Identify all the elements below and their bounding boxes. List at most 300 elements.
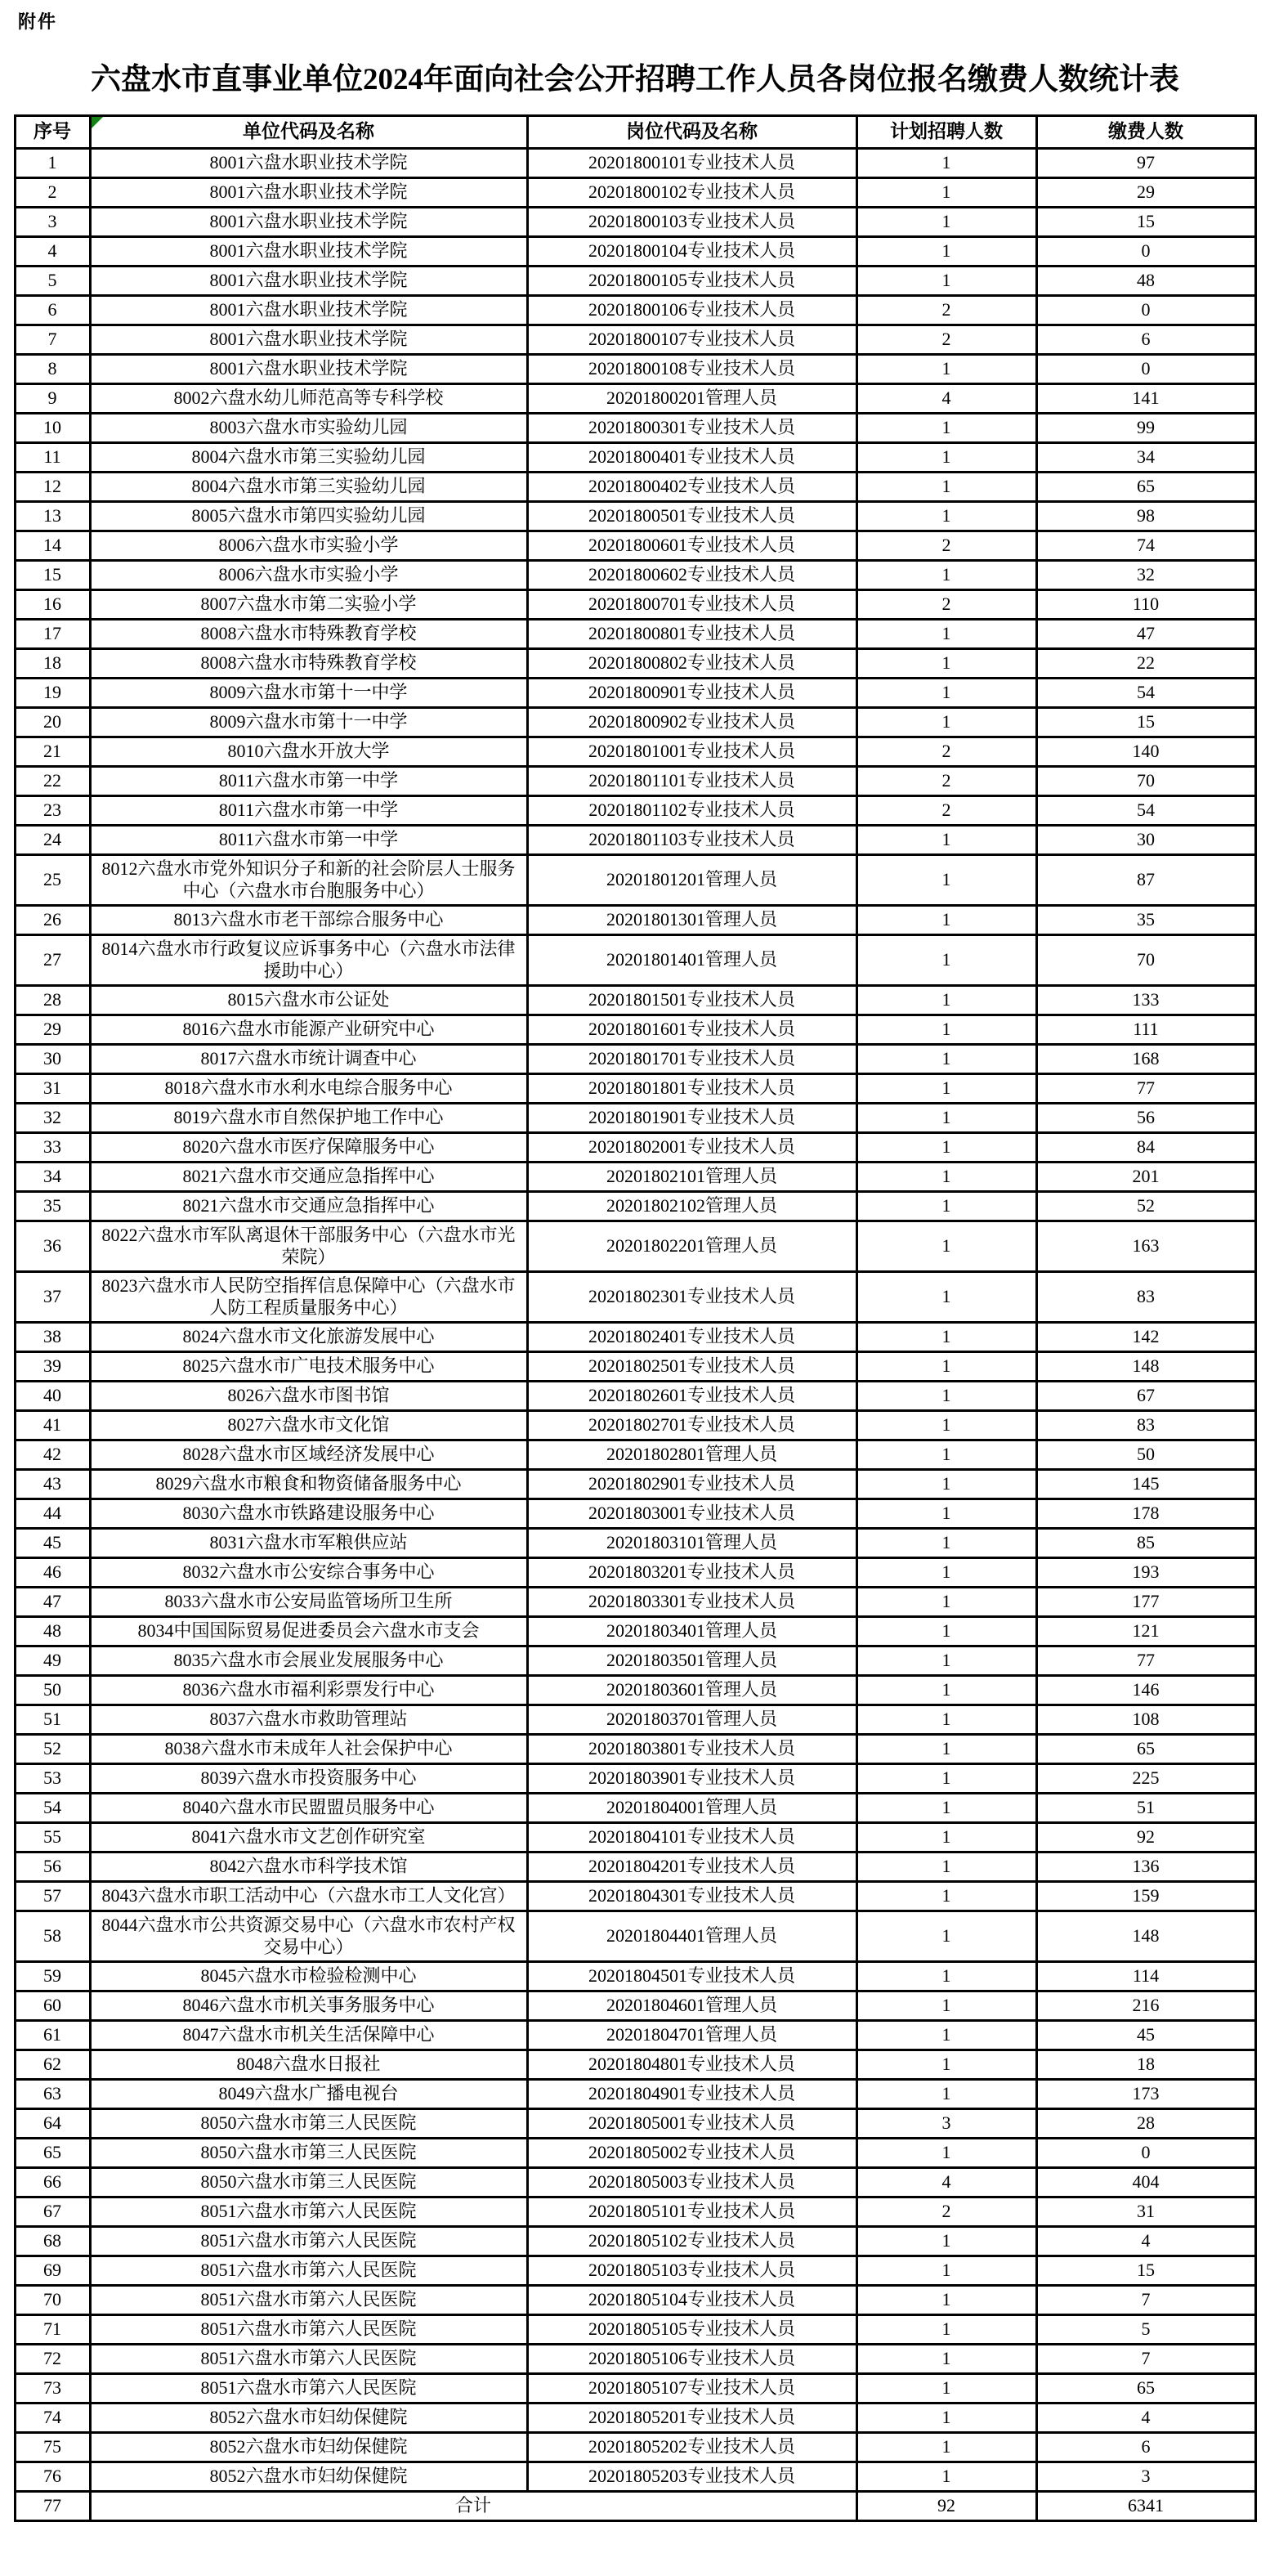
cell-position: 20201800102专业技术人员 xyxy=(527,177,856,207)
cell-planned: 1 xyxy=(856,985,1036,1015)
table-row xyxy=(15,413,1255,442)
cell-position: 20201801101专业技术人员 xyxy=(527,766,856,795)
cell-unit: 8050六盘水市第三人民医院 xyxy=(90,2138,527,2167)
cell-position: 20201802801管理人员 xyxy=(527,1440,856,1469)
cell-planned: 1 xyxy=(856,2432,1036,2462)
cell-position: 20201802301专业技术人员 xyxy=(527,1271,856,1322)
cell-paid: 225 xyxy=(1036,1763,1255,1793)
cell-paid: 0 xyxy=(1036,236,1255,266)
cell-planned: 2 xyxy=(856,766,1036,795)
cell-unit: 8001六盘水职业技术学院 xyxy=(90,295,527,325)
cell-position: 20201803001专业技术人员 xyxy=(527,1499,856,1528)
cell-unit: 8001六盘水职业技术学院 xyxy=(90,236,527,266)
cell-position: 20201800701专业技术人员 xyxy=(527,589,856,619)
cell-paid: 32 xyxy=(1036,560,1255,589)
cell-index: 68 xyxy=(15,2226,90,2256)
cell-planned: 1 xyxy=(856,1015,1036,1044)
table-row xyxy=(15,2167,1255,2197)
table-row xyxy=(15,1822,1255,1852)
cell-paid: 92 xyxy=(1036,1822,1255,1852)
cell-index: 14 xyxy=(15,531,90,560)
attachment-label: 附件 xyxy=(18,11,58,32)
cell-position: 20201804901专业技术人员 xyxy=(527,2079,856,2108)
cell-planned: 2 xyxy=(856,795,1036,825)
cell-index: 53 xyxy=(15,1763,90,1793)
table-row xyxy=(15,236,1255,266)
cell-position: 20201800103专业技术人员 xyxy=(527,207,856,236)
cell-unit: 8009六盘水市第十一中学 xyxy=(90,678,527,707)
cell-paid: 7 xyxy=(1036,2285,1255,2314)
cell-paid: 7 xyxy=(1036,2344,1255,2373)
cell-position: 20201800401专业技术人员 xyxy=(527,442,856,472)
cell-paid: 48 xyxy=(1036,266,1255,295)
cell-index: 32 xyxy=(15,1103,90,1132)
cell-unit: 8001六盘水职业技术学院 xyxy=(90,266,527,295)
cell-index: 20 xyxy=(15,707,90,737)
cell-position: 20201800601专业技术人员 xyxy=(527,531,856,560)
cell-index: 2 xyxy=(15,177,90,207)
cell-planned: 1 xyxy=(856,1734,1036,1763)
table-row xyxy=(15,1793,1255,1822)
cell-unit: 8024六盘水市文化旅游发展中心 xyxy=(90,1322,527,1351)
cell-index: 40 xyxy=(15,1381,90,1410)
cell-index: 28 xyxy=(15,985,90,1015)
cell-position: 20201800801专业技术人员 xyxy=(527,619,856,648)
cell-index: 19 xyxy=(15,678,90,707)
table-row xyxy=(15,148,1255,177)
cell-paid: 5 xyxy=(1036,2314,1255,2344)
cell-index: 25 xyxy=(15,854,90,905)
cell-planned: 1 xyxy=(856,1044,1036,1073)
table-body xyxy=(15,148,1255,2520)
table-row xyxy=(15,442,1255,472)
cell-paid: 4 xyxy=(1036,2226,1255,2256)
cell-unit: 8035六盘水市会展业发展服务中心 xyxy=(90,1646,527,1675)
cell-unit: 8026六盘水市图书馆 xyxy=(90,1381,527,1410)
cell-unit: 8021六盘水市交通应急指挥中心 xyxy=(90,1191,527,1221)
cell-unit: 8051六盘水市第六人民医院 xyxy=(90,2197,527,2226)
cell-paid: 77 xyxy=(1036,1073,1255,1103)
cell-position: 20201800402专业技术人员 xyxy=(527,472,856,501)
cell-paid: 30 xyxy=(1036,825,1255,854)
cell-unit: 8004六盘水市第三实验幼儿园 xyxy=(90,472,527,501)
table-row xyxy=(15,905,1255,934)
cell-paid: 98 xyxy=(1036,501,1255,531)
cell-position: 20201805202专业技术人员 xyxy=(527,2432,856,2462)
cell-paid: 45 xyxy=(1036,2020,1255,2050)
cell-unit: 8001六盘水职业技术学院 xyxy=(90,207,527,236)
cell-planned: 1 xyxy=(856,2138,1036,2167)
cell-planned: 1 xyxy=(856,1221,1036,1271)
table-row xyxy=(15,1073,1255,1103)
cell-index: 52 xyxy=(15,1734,90,1763)
cell-position: 20201800108专业技术人员 xyxy=(527,354,856,383)
cell-unit: 8039六盘水市投资服务中心 xyxy=(90,1763,527,1793)
cell-unit: 8021六盘水市交通应急指挥中心 xyxy=(90,1162,527,1191)
cell-position: 20201800501专业技术人员 xyxy=(527,501,856,531)
table-row xyxy=(15,1044,1255,1073)
cell-position: 20201800101专业技术人员 xyxy=(527,148,856,177)
cell-unit: 8033六盘水市公安局监管场所卫生所 xyxy=(90,1587,527,1616)
cell-planned: 1 xyxy=(856,1162,1036,1191)
table-row xyxy=(15,295,1255,325)
cell-paid: 163 xyxy=(1036,1221,1255,1271)
cell-index: 43 xyxy=(15,1469,90,1499)
cell-position: 20201801001专业技术人员 xyxy=(527,737,856,766)
cell-planned: 1 xyxy=(856,1381,1036,1410)
cell-position: 20201800105专业技术人员 xyxy=(527,266,856,295)
cell-unit: 8001六盘水职业技术学院 xyxy=(90,325,527,354)
cell-paid: 6341 xyxy=(1036,2491,1255,2520)
cell-planned: 2 xyxy=(856,295,1036,325)
cell-unit: 8015六盘水市公证处 xyxy=(90,985,527,1015)
cell-planned: 1 xyxy=(856,1822,1036,1852)
cell-position: 20201801201管理人员 xyxy=(527,854,856,905)
cell-position: 20201801401管理人员 xyxy=(527,934,856,985)
table-row xyxy=(15,2108,1255,2138)
cell-position: 20201803301专业技术人员 xyxy=(527,1587,856,1616)
cell-planned: 2 xyxy=(856,325,1036,354)
cell-index: 22 xyxy=(15,766,90,795)
cell-position: 20201801901专业技术人员 xyxy=(527,1103,856,1132)
cell-unit: 8014六盘水市行政复议应诉事务中心（六盘水市法律援助中心） xyxy=(90,934,527,985)
cell-index: 7 xyxy=(15,325,90,354)
cell-paid: 146 xyxy=(1036,1675,1255,1705)
cell-paid: 110 xyxy=(1036,589,1255,619)
table-row xyxy=(15,766,1255,795)
cell-position: 20201802201管理人员 xyxy=(527,1221,856,1271)
cell-planned: 1 xyxy=(856,1322,1036,1351)
cell-paid: 136 xyxy=(1036,1852,1255,1881)
cell-planned: 1 xyxy=(856,2373,1036,2403)
table-row xyxy=(15,1322,1255,1351)
cell-planned: 1 xyxy=(856,707,1036,737)
green-corner-flag-icon xyxy=(92,117,103,128)
cell-planned: 1 xyxy=(856,501,1036,531)
cell-unit: 8050六盘水市第三人民医院 xyxy=(90,2167,527,2197)
table-row xyxy=(15,1961,1255,1991)
table-row xyxy=(15,266,1255,295)
cell-index: 61 xyxy=(15,2020,90,2050)
cell-index: 12 xyxy=(15,472,90,501)
cell-unit: 8051六盘水市第六人民医院 xyxy=(90,2373,527,2403)
cell-unit: 8051六盘水市第六人民医院 xyxy=(90,2314,527,2344)
cell-paid: 28 xyxy=(1036,2108,1255,2138)
cell-paid: 133 xyxy=(1036,985,1255,1015)
table-row xyxy=(15,207,1255,236)
table-row xyxy=(15,1162,1255,1191)
cell-planned: 4 xyxy=(856,383,1036,413)
cell-paid: 3 xyxy=(1036,2462,1255,2491)
cell-unit: 8036六盘水市福利彩票发行中心 xyxy=(90,1675,527,1705)
cell-paid: 148 xyxy=(1036,1911,1255,1961)
cell-planned: 1 xyxy=(856,1557,1036,1587)
table-row xyxy=(15,383,1255,413)
cell-unit: 8001六盘水职业技术学院 xyxy=(90,148,527,177)
cell-index: 8 xyxy=(15,354,90,383)
cell-unit: 8040六盘水市民盟盟员服务中心 xyxy=(90,1793,527,1822)
cell-planned: 1 xyxy=(856,1911,1036,1961)
cell-paid: 56 xyxy=(1036,1103,1255,1132)
table-row xyxy=(15,2314,1255,2344)
cell-index: 45 xyxy=(15,1528,90,1557)
cell-index: 58 xyxy=(15,1911,90,1961)
recruitment-stats-table xyxy=(14,114,1257,2522)
cell-unit: 8051六盘水市第六人民医院 xyxy=(90,2285,527,2314)
table-row xyxy=(15,1734,1255,1763)
cell-index: 63 xyxy=(15,2079,90,2108)
cell-index: 70 xyxy=(15,2285,90,2314)
cell-planned: 1 xyxy=(856,2314,1036,2344)
cell-unit: 8018六盘水市水利水电综合服务中心 xyxy=(90,1073,527,1103)
cell-paid: 34 xyxy=(1036,442,1255,472)
cell-planned: 1 xyxy=(856,1881,1036,1911)
table-row xyxy=(15,325,1255,354)
table-row xyxy=(15,1881,1255,1911)
cell-planned: 1 xyxy=(856,1469,1036,1499)
cell-unit: 8051六盘水市第六人民医院 xyxy=(90,2226,527,2256)
cell-planned: 1 xyxy=(856,1191,1036,1221)
cell-planned: 1 xyxy=(856,266,1036,295)
cell-unit: 8011六盘水市第一中学 xyxy=(90,766,527,795)
cell-unit: 8044六盘水市公共资源交易中心（六盘水市农村产权交易中心） xyxy=(90,1911,527,1961)
cell-paid: 114 xyxy=(1036,1961,1255,1991)
cell-position: 20201802101管理人员 xyxy=(527,1162,856,1191)
cell-planned: 3 xyxy=(856,2108,1036,2138)
cell-position: 20201800106专业技术人员 xyxy=(527,295,856,325)
cell-paid: 15 xyxy=(1036,2256,1255,2285)
cell-index: 69 xyxy=(15,2256,90,2285)
cell-index: 38 xyxy=(15,1322,90,1351)
table-row xyxy=(15,1381,1255,1410)
cell-index: 76 xyxy=(15,2462,90,2491)
cell-paid: 67 xyxy=(1036,1381,1255,1410)
column-header-position-label: 岗位代码及名称 xyxy=(626,120,758,141)
cell-paid: 173 xyxy=(1036,2079,1255,2108)
cell-planned: 1 xyxy=(856,413,1036,442)
cell-position: 20201805003专业技术人员 xyxy=(527,2167,856,2197)
cell-paid: 84 xyxy=(1036,1132,1255,1162)
cell-planned: 1 xyxy=(856,177,1036,207)
cell-unit: 8007六盘水市第二实验小学 xyxy=(90,589,527,619)
cell-position: 20201800301专业技术人员 xyxy=(527,413,856,442)
cell-position: 20201804701管理人员 xyxy=(527,2020,856,2050)
cell-position: 20201803801专业技术人员 xyxy=(527,1734,856,1763)
cell-position: 20201804501专业技术人员 xyxy=(527,1961,856,1991)
table-row xyxy=(15,1271,1255,1322)
cell-unit: 8009六盘水市第十一中学 xyxy=(90,707,527,737)
cell-paid: 177 xyxy=(1036,1587,1255,1616)
table-row xyxy=(15,934,1255,985)
cell-paid: 121 xyxy=(1036,1616,1255,1646)
cell-unit: 8020六盘水市医疗保障服务中心 xyxy=(90,1132,527,1162)
cell-paid: 87 xyxy=(1036,854,1255,905)
cell-planned: 1 xyxy=(856,2462,1036,2491)
cell-position: 20201803601管理人员 xyxy=(527,1675,856,1705)
cell-planned: 1 xyxy=(856,148,1036,177)
cell-unit: 8027六盘水市文化馆 xyxy=(90,1410,527,1440)
cell-unit: 8034中国国际贸易促进委员会六盘水市支会 xyxy=(90,1616,527,1646)
cell-unit: 8051六盘水市第六人民医院 xyxy=(90,2256,527,2285)
cell-planned: 1 xyxy=(856,1587,1036,1616)
table-row xyxy=(15,825,1255,854)
cell-position: 20201802701专业技术人员 xyxy=(527,1410,856,1440)
cell-paid: 83 xyxy=(1036,1271,1255,1322)
cell-planned: 1 xyxy=(856,1961,1036,1991)
cell-unit: 8037六盘水市救助管理站 xyxy=(90,1705,527,1734)
cell-unit: 8048六盘水日报社 xyxy=(90,2050,527,2079)
table-row xyxy=(15,1616,1255,1646)
cell-planned: 1 xyxy=(856,1410,1036,1440)
table-row xyxy=(15,2285,1255,2314)
table-row xyxy=(15,354,1255,383)
cell-planned: 1 xyxy=(856,2050,1036,2079)
cell-index: 44 xyxy=(15,1499,90,1528)
cell-planned: 1 xyxy=(856,2079,1036,2108)
cell-position: 20201803401管理人员 xyxy=(527,1616,856,1646)
cell-unit: 8006六盘水市实验小学 xyxy=(90,531,527,560)
cell-position: 20201801501专业技术人员 xyxy=(527,985,856,1015)
column-header-planned xyxy=(856,115,1036,148)
cell-index: 59 xyxy=(15,1961,90,1991)
cell-planned: 1 xyxy=(856,1852,1036,1881)
cell-paid: 54 xyxy=(1036,678,1255,707)
cell-paid: 15 xyxy=(1036,707,1255,737)
cell-unit: 8011六盘水市第一中学 xyxy=(90,795,527,825)
cell-position: 20201805201专业技术人员 xyxy=(527,2403,856,2432)
cell-planned: 1 xyxy=(856,1991,1036,2020)
cell-position: 20201803701管理人员 xyxy=(527,1705,856,1734)
cell-position: 20201805101专业技术人员 xyxy=(527,2197,856,2226)
cell-position: 20201802601专业技术人员 xyxy=(527,1381,856,1410)
cell-index: 73 xyxy=(15,2373,90,2403)
cell-index: 29 xyxy=(15,1015,90,1044)
cell-paid: 0 xyxy=(1036,2138,1255,2167)
cell-unit: 8002六盘水幼儿师范高等专科学校 xyxy=(90,383,527,413)
cell-unit: 8023六盘水市人民防空指挥信息保障中心（六盘水市人防工程质量服务中心） xyxy=(90,1271,527,1322)
cell-index: 77 xyxy=(15,2491,90,2520)
cell-position: 20201800902专业技术人员 xyxy=(527,707,856,737)
cell-planned: 1 xyxy=(856,825,1036,854)
cell-index: 49 xyxy=(15,1646,90,1675)
cell-paid: 85 xyxy=(1036,1528,1255,1557)
cell-position: 20201805103专业技术人员 xyxy=(527,2256,856,2285)
cell-paid: 148 xyxy=(1036,1351,1255,1381)
cell-paid: 77 xyxy=(1036,1646,1255,1675)
cell-index: 10 xyxy=(15,413,90,442)
cell-paid: 65 xyxy=(1036,1734,1255,1763)
cell-position: 20201801102专业技术人员 xyxy=(527,795,856,825)
cell-position: 20201805002专业技术人员 xyxy=(527,2138,856,2167)
cell-planned: 1 xyxy=(856,442,1036,472)
cell-planned: 2 xyxy=(856,531,1036,560)
cell-paid: 201 xyxy=(1036,1162,1255,1191)
cell-index: 57 xyxy=(15,1881,90,1911)
cell-unit: 8016六盘水市能源产业研究中心 xyxy=(90,1015,527,1044)
cell-unit: 8031六盘水市军粮供应站 xyxy=(90,1528,527,1557)
cell-position: 20201800107专业技术人员 xyxy=(527,325,856,354)
cell-paid: 54 xyxy=(1036,795,1255,825)
table-row xyxy=(15,1499,1255,1528)
cell-index: 6 xyxy=(15,295,90,325)
cell-planned: 1 xyxy=(856,236,1036,266)
cell-position: 20201804301专业技术人员 xyxy=(527,1881,856,1911)
cell-unit: 8043六盘水市职工活动中心（六盘水市工人文化宫） xyxy=(90,1881,527,1911)
cell-position: 20201805102专业技术人员 xyxy=(527,2226,856,2256)
table-row xyxy=(15,737,1255,766)
cell-index: 56 xyxy=(15,1852,90,1881)
cell-position: 20201800104专业技术人员 xyxy=(527,236,856,266)
table-row xyxy=(15,2226,1255,2256)
cell-index: 62 xyxy=(15,2050,90,2079)
cell-unit: 8008六盘水市特殊教育学校 xyxy=(90,619,527,648)
cell-unit: 8003六盘水市实验幼儿园 xyxy=(90,413,527,442)
cell-index: 24 xyxy=(15,825,90,854)
table-row xyxy=(15,678,1255,707)
cell-planned: 1 xyxy=(856,1675,1036,1705)
cell-position: 20201802501专业技术人员 xyxy=(527,1351,856,1381)
cell-unit: 8017六盘水市统计调查中心 xyxy=(90,1044,527,1073)
cell-index: 71 xyxy=(15,2314,90,2344)
cell-index: 75 xyxy=(15,2432,90,2462)
cell-position: 20201800201管理人员 xyxy=(527,383,856,413)
cell-planned: 1 xyxy=(856,2403,1036,2432)
table-row xyxy=(15,1763,1255,1793)
table-row xyxy=(15,2373,1255,2403)
cell-unit: 8046六盘水市机关事务服务中心 xyxy=(90,1991,527,2020)
cell-paid: 108 xyxy=(1036,1705,1255,1734)
cell-index: 37 xyxy=(15,1271,90,1322)
table-row xyxy=(15,472,1255,501)
cell-paid: 70 xyxy=(1036,934,1255,985)
table-row xyxy=(15,2256,1255,2285)
table-row xyxy=(15,619,1255,648)
cell-planned: 1 xyxy=(856,678,1036,707)
cell-paid: 99 xyxy=(1036,413,1255,442)
cell-planned: 1 xyxy=(856,1440,1036,1469)
cell-index: 42 xyxy=(15,1440,90,1469)
cell-planned: 1 xyxy=(856,2020,1036,2050)
table-row xyxy=(15,795,1255,825)
cell-position: 20201802001专业技术人员 xyxy=(527,1132,856,1162)
table-row xyxy=(15,1911,1255,1961)
cell-unit: 8041六盘水市文艺创作研究室 xyxy=(90,1822,527,1852)
cell-paid: 65 xyxy=(1036,472,1255,501)
cell-unit: 8025六盘水市广电技术服务中心 xyxy=(90,1351,527,1381)
cell-index: 39 xyxy=(15,1351,90,1381)
table-row xyxy=(15,2050,1255,2079)
cell-position: 20201804401管理人员 xyxy=(527,1911,856,1961)
table-header-row xyxy=(15,115,1255,148)
cell-paid: 193 xyxy=(1036,1557,1255,1587)
table-row xyxy=(15,1646,1255,1675)
table-row xyxy=(15,589,1255,619)
cell-planned: 1 xyxy=(856,1073,1036,1103)
cell-planned: 1 xyxy=(856,560,1036,589)
cell-planned: 1 xyxy=(856,1132,1036,1162)
cell-index: 9 xyxy=(15,383,90,413)
cell-paid: 111 xyxy=(1036,1015,1255,1044)
cell-position: 20201802102管理人员 xyxy=(527,1191,856,1221)
cell-planned: 2 xyxy=(856,737,1036,766)
cell-paid: 31 xyxy=(1036,2197,1255,2226)
table-row xyxy=(15,1351,1255,1381)
cell-unit: 8052六盘水市妇幼保健院 xyxy=(90,2432,527,2462)
cell-paid: 6 xyxy=(1036,325,1255,354)
cell-planned: 1 xyxy=(856,934,1036,985)
cell-index: 27 xyxy=(15,934,90,985)
cell-paid: 145 xyxy=(1036,1469,1255,1499)
